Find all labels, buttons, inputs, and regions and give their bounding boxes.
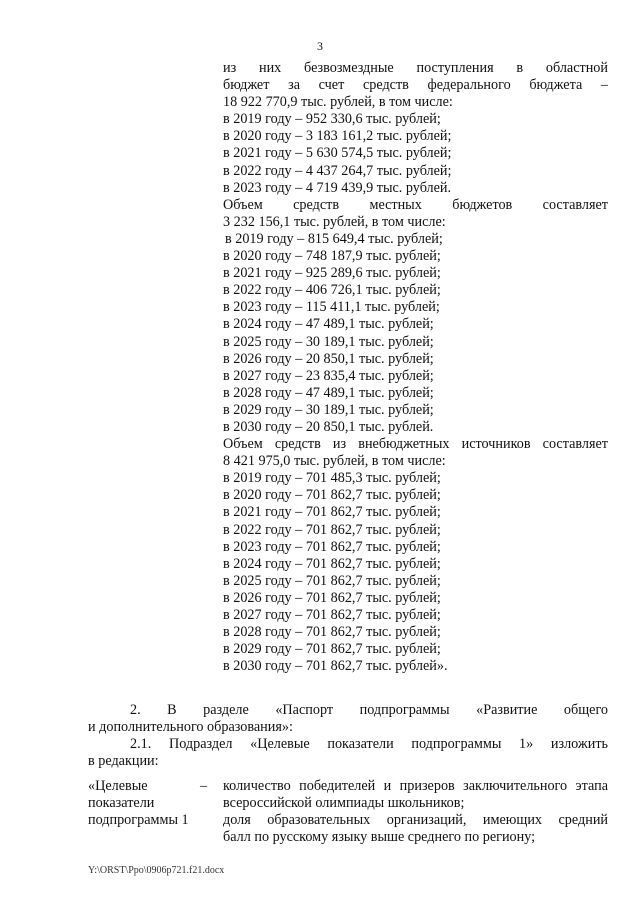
text-line: 8 421 975,0 тыс. рублей, в том числе:: [223, 453, 446, 470]
text-line: бюджет за счет средств федерального бюджета –: [223, 77, 608, 94]
text-line: 2.1. Подраздел «Целевые показатели подпрограммы 1» изложить: [130, 736, 608, 752]
text-line: в 2023 году – 4 719 439,9 тыс. рублей.: [223, 179, 452, 196]
indicator-label-cell: [88, 778, 200, 846]
text-line: в 2023 году – 701 862,7 тыс. рублей;: [223, 538, 441, 555]
text-line: в 2030 году – 701 862,7 тыс. рублей».: [223, 658, 448, 675]
text-line: в 2029 году – 30 189,1 тыс. рублей;: [223, 401, 434, 418]
text-line: в 2019 году – 815 649,4 тыс. рублей;: [225, 230, 443, 247]
text-line: Объем средств местных бюджетов составляет: [223, 196, 608, 213]
text-line: в 2021 году – 5 630 574,5 тыс. рублей;: [223, 145, 452, 162]
text-line: подпрограммы 1: [88, 812, 189, 829]
text-line: в 2022 году – 701 862,7 тыс. рублей;: [223, 521, 441, 538]
text-line: показатели: [88, 795, 155, 812]
text-line: в 2021 году – 925 289,6 тыс. рублей;: [223, 265, 441, 282]
text-line: в 2021 году – 701 862,7 тыс. рублей;: [223, 504, 441, 521]
text-line: в 2030 году – 20 850,1 тыс. рублей.: [223, 418, 434, 435]
text-line: в 2020 году – 748 187,9 тыс. рублей;: [223, 248, 441, 265]
text-line: в 2020 году – 3 183 161,2 тыс. рублей;: [223, 128, 452, 145]
text-line: в 2028 году – 47 489,1 тыс. рублей;: [223, 384, 434, 401]
text-line: из них безвозмездные поступления в областной: [223, 60, 608, 76]
text-line: и дополнительного образования»:: [88, 719, 293, 736]
text-line: «Целевые: [88, 778, 148, 794]
text-line: в 2026 году – 20 850,1 тыс. рублей;: [223, 350, 434, 367]
text-line: в 2028 году – 701 862,7 тыс. рублей;: [223, 624, 441, 641]
text-line: в 2027 году – 23 835,4 тыс. рублей;: [223, 367, 434, 384]
text-line: 3 232 156,1 тыс. рублей, в том числе:: [223, 213, 446, 230]
section-2-paragraph: [88, 702, 608, 736]
page-number: 3: [317, 39, 323, 53]
text-line: в 2024 году – 701 862,7 тыс. рублей;: [223, 555, 441, 572]
text-line: в 2025 году – 701 862,7 тыс. рублей;: [223, 572, 441, 589]
section-2-1-paragraph: [88, 736, 608, 770]
text-line: Объем средств из внебюджетных источников составляет: [223, 436, 608, 453]
text-line: в 2024 году – 47 489,1 тыс. рублей;: [223, 316, 434, 333]
text-line: в 2026 году – 701 862,7 тыс. рублей;: [223, 589, 441, 606]
text-line: балл по русскому языку выше среднего по региону;: [223, 829, 536, 846]
text-line: доля образовательных организаций, имеющих средний: [223, 812, 608, 829]
dash-separator: –: [200, 778, 208, 794]
text-line: в 2025 году – 30 189,1 тыс. рублей;: [223, 333, 434, 350]
text-line: количество победителей и призеров заключительного этапа: [223, 778, 608, 794]
indicator-values-cell: [223, 778, 608, 846]
text-line: в 2022 году – 4 437 264,7 тыс. рублей;: [223, 162, 452, 179]
text-line: в редакции:: [88, 753, 159, 770]
text-line: в 2029 году – 701 862,7 тыс. рублей;: [223, 641, 441, 658]
text-line: 2. В разделе «Паспорт подпрограммы «Развитие общего: [130, 702, 608, 718]
financing-block: [223, 60, 608, 675]
text-line: в 2020 году – 701 862,7 тыс. рублей;: [223, 487, 441, 504]
table-row: [88, 778, 608, 846]
text-line: в 2023 году – 115 411,1 тыс. рублей;: [223, 299, 440, 316]
target-indicators-table: [88, 778, 608, 846]
text-line: в 2019 году – 701 485,3 тыс. рублей;: [223, 470, 441, 487]
text-line: 18 922 770,9 тыс. рублей, в том числе:: [223, 94, 453, 111]
text-line: в 2027 году – 701 862,7 тыс. рублей;: [223, 607, 441, 623]
text-line: всероссийской олимпиады школьников;: [223, 795, 465, 812]
text-line: в 2022 году – 406 726,1 тыс. рублей;: [223, 282, 441, 299]
text-line: в 2019 году – 952 330,6 тыс. рублей;: [223, 111, 441, 128]
file-path-footer: Y:\ORST\Ppo\0906p721.f21.docx: [88, 865, 225, 876]
